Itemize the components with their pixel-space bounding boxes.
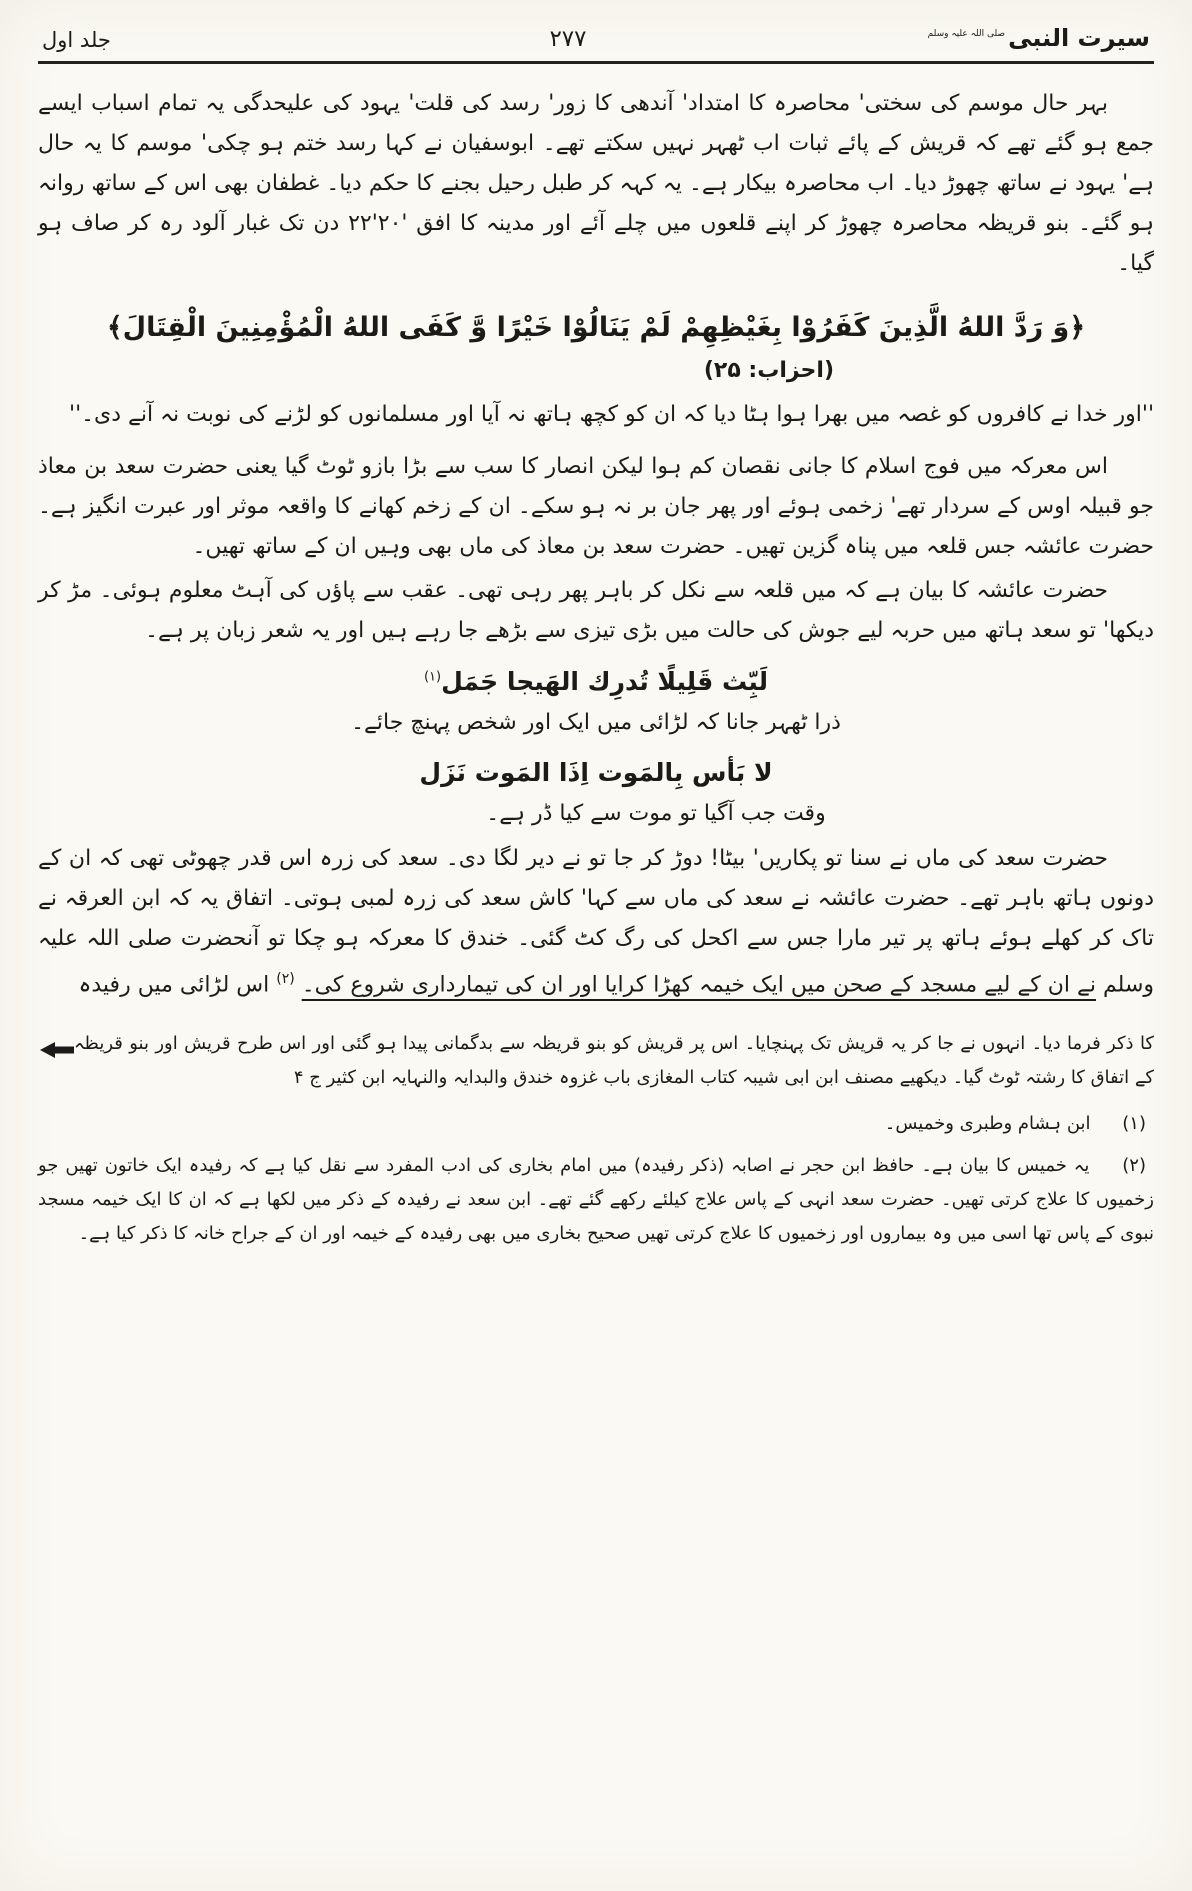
volume-label: جلد اول [42,28,111,52]
verse-translation: ''اور خدا نے کافروں کو غصہ میں بھرا ہوا ہٹا دیا کہ ان کو کچھ ہاتھ نہ آیا اور مسلمانوں کو لڑنے کی نوبت نہ آنے دی۔'' [69,402,1154,427]
footnote-item-1 [38,1107,1154,1141]
couplet-2: لا بَأس بِالمَوت اِذَا المَوت نَزَل [419,758,773,787]
couplet-1-footnote-marker: (۱) [423,669,442,685]
footnote-continuation [38,1027,1154,1095]
footnote-item-2 [38,1149,1154,1251]
paragraph-arrow-wound [38,839,1154,1005]
page-number: ۲۷۷ [549,26,587,52]
paragraph-underlined-part: نے ان کے لیے مسجد کے صحن میں ایک خیمہ کھڑا کرایا اور ان کی تیمارداری شروع کی۔ [301,972,1097,998]
couplet-2-translation: وقت جب آگیا تو موت سے کیا ڈر ہے۔ [486,801,826,826]
continuation-arrow-icon [40,1037,74,1071]
page-body [38,84,1154,1005]
book-title-text: سیرت النبی [1008,24,1150,52]
footnote-1-number: (۱) [1122,1113,1146,1135]
paragraph-arrow-wound-end: اس لڑائی میں رفیدہ [78,972,270,998]
paragraph-arrow-wound-start: حضرت سعد کی ماں نے سنا تو پکاریں' بیٹا! دوڑ کر جا تو نے دیر لگا دی۔ سعد کی زرہ اس قدر چھوٹی تھی کہ ان کے دونوں ہاتھ باہر تھے۔ حضرت عائشہ نے سعد کی ماں سے کہا' کاش سعد کی زرہ لمبی ہوتی۔ اتفاق یہ کہ ابن العرقہ نے تاک کر کھلے ہوئے ہاتھ پر تیر مارا جس سے اکحل کی رگ کٹ گئی۔ خندق کا معرکہ ہو چکا تو آنحضرت صلی اللہ علیہ وسلم [38,846,1154,998]
couplet-1-text: لَبِّث قَلِيلًا تُدرِك الهَيجا جَمَل [441,667,769,696]
quran-verse: ﴿وَ رَدَّ اللهُ الَّذِينَ كَفَرُوْا بِغَيْظِهِمْ لَمْ يَنَالُوْا خَيْرًا وَّ كَفَى اللهُ الْمُؤْمِنِينَ الْقِتَالَ﴾ [106,312,1086,343]
paragraph-aisha-account: حضرت عائشہ کا بیان ہے کہ میں قلعہ سے نکل کر باہر پھر رہی تھی۔ عقب سے پاؤں کی آہٹ معلوم ہوئی۔ مڑ کر دیکھا' تو سعد ہاتھ میں حربہ لیے جوش کی حالت میں بڑی تیزی سے بڑھے جا رہے ہیں اور یہ شعر زبان پر ہے۔ [38,578,1154,643]
footnote-2-number: (۲) [1122,1155,1146,1177]
book-title [927,24,1150,52]
paragraph-saad-wounded: اس معرکہ میں فوج اسلام کا جانی نقصان کم ہوا لیکن انصار کا سب سے بڑا بازو ٹوٹ گیا یعنی حضرت سعد بن معاذ جو قبیلہ اوس کے سردار تھے' زخمی ہوئے اور پھر جان بر نہ ہو سکے۔ ان کے زخم کھانے کا واقعہ موثر اور عبرت انگیز ہے۔ حضرت عائشہ جس قلعہ میں پناہ گزین تھیں۔ حضرت سعد بن معاذ کی ماں بھی وہیں ان کے ساتھ تھیں۔ [38,454,1154,559]
honorific-mark: صلی اللہ علیہ وسلم [927,29,1006,39]
paragraph-siege-end: بہر حال موسم کی سختی' محاصرہ کا امتداد' آندھی کا زور' رسد کی قلت' یہود کی علیحدگی یہ تمام اسباب ایسے جمع ہو گئے تھے کہ قریش کے پائے ثبات اب ٹھہر نہیں سکتے تھے۔ ابوسفیان نے کہا رسد ختم ہو چکی' موسم کا یہ حال ہے' یہود نے ساتھ چھوڑ دیا۔ اب محاصرہ بیکار ہے۔ یہ کہہ کر طبل رحیل بجنے کا حکم دیا۔ غطفان بھی اس کے ساتھ روانہ ہو گئے۔ بنو قریظہ محاصرہ چھوڑ کر اپنے قلعوں میں چلے آئے اور مدینہ کا افق '۲۰'۲۲ دن تک غبار آلود رہ کر صاف ہو گیا۔ [38,91,1154,276]
couplet-1 [38,667,1154,696]
couplet-1-translation: ذرا ٹھہر جانا کہ لڑائی میں ایک اور شخص پہنچ جائے۔ [351,710,841,735]
footnote-1-text: ابن ہشام وطبری وخمیس۔ [884,1113,1091,1135]
footnote-continuation-text: کا ذکر فرما دیا۔ انہوں نے جا کر یہ قریش تک پہنچایا۔ اس پر قریش کو بنو قریظہ سے بدگمانی پیدا ہو گئی اور اس طرح قریش اور بنو قریظہ کے اتفاق کا رشتہ ٹوٹ گیا۔ دیکھیے مصنف ابن ابی شیبہ کتاب المغازی باب غزوہ خندق والبدایہ والنہایہ ابن کثیر ج ۴ [74,1033,1154,1089]
footnotes-section [38,1027,1154,1251]
verse-reference: (احزاب: ۲۵) [703,358,834,383]
footnote-2-text: یہ خمیس کا بیان ہے۔ حافظ ابن حجر نے اصابہ (ذکر رفیدہ) میں امام بخاری کی ادب المفرد سے نقل کیا ہے کہ رفیدہ ایک خاتون تھیں جو زخمیوں کا علاج کرتی تھیں۔ حضرت سعد انہی کے پاس علاج کیلئے رکھے گئے تھے۔ ابن سعد نے رفیدہ کے ذکر میں لکھا ہے کہ ان کا ایک خیمہ مسجد نبوی کے پاس تھا اسی میں وہ بیماروں اور زخمیوں کا علاج کرتی تھیں صحیح بخاری میں بھی رفیدہ کے خیمہ اور ان کے جراح خانہ کا ذکر کیا ہے۔ [38,1155,1154,1245]
footnote-2-marker: (۲) [276,971,295,987]
page-header [38,24,1154,64]
